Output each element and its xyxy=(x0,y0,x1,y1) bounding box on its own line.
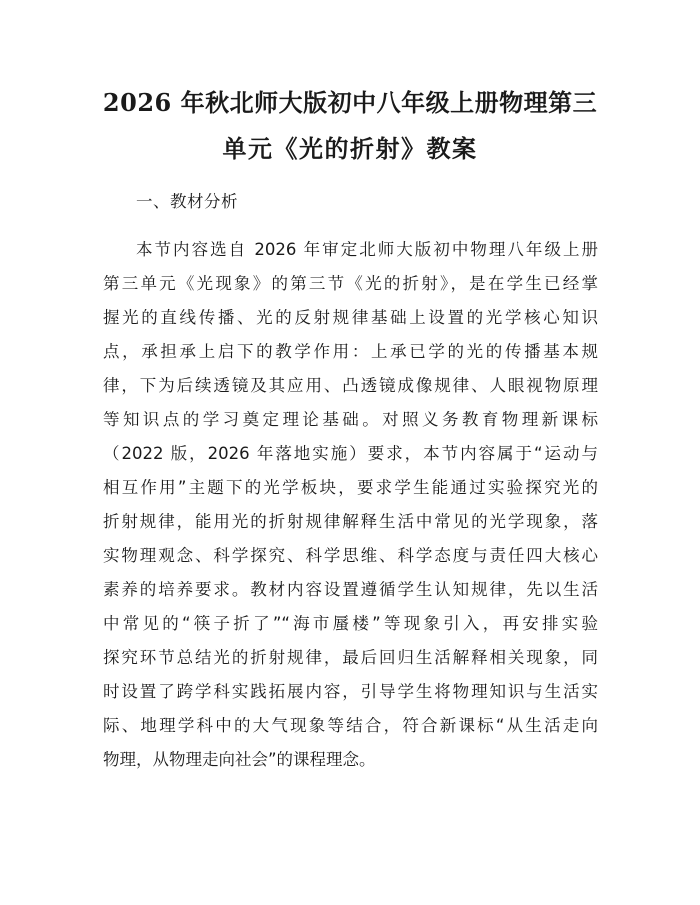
paragraph-line: 律，下为后续透镜及其应用、凸透镜成像规律、人眼视物原理 xyxy=(103,376,598,395)
paragraph-line: 相互作用”主题下的光学板块，要求学生能通过实验探究光的 xyxy=(103,478,598,497)
document-title-line-2: 单元《光的折射》教案 xyxy=(222,134,478,163)
paragraph-line: 握光的直线传播、光的反射规律基础上设置的光学核心知识 xyxy=(103,308,598,327)
document-title-line-1: 2026 年秋北师大版初中八年级上册物理第三 xyxy=(102,88,598,117)
paragraph-line: 时设置了跨学科实践拓展内容，引导学生将物理知识与生活实 xyxy=(103,682,598,701)
paragraph-line: 本节内容选自 2026 年审定北师大版初中物理八年级上册 xyxy=(136,240,598,259)
paragraph-line: 第三单元《光现象》的第三节《光的折射》，是在学生已经掌 xyxy=(103,274,598,293)
paragraph-line: 等知识点的学习奠定理论基础。对照义务教育物理新课标 xyxy=(103,410,598,429)
paragraph-line: 实物理观念、科学探究、科学思维、科学态度与责任四大核心 xyxy=(103,546,598,565)
section-heading: 一、教材分析 xyxy=(136,192,238,211)
paragraph-line: 点，承担承上启下的教学作用：上承已学的光的传播基本规 xyxy=(103,342,598,361)
paragraph-line: 际、地理学科中的大气现象等结合，符合新课标“从生活走向 xyxy=(103,716,598,735)
paragraph-line: 物理，从物理走向社会”的课程理念。 xyxy=(103,750,376,769)
paragraph-line: 素养的培养要求。教材内容设置遵循学生认知规律，先以生活 xyxy=(103,580,598,599)
paragraph-line: （2022 版，2026 年落地实施）要求，本节内容属于“运动与 xyxy=(103,444,598,463)
paragraph-line: 中常见的“筷子折了”“海市蜃楼”等现象引入，再安排实验 xyxy=(103,614,598,633)
paragraph-line: 探究环节总结光的折射规律，最后回归生活解释相关现象，同 xyxy=(103,648,598,667)
paragraph-line: 折射规律，能用光的折射规律解释生活中常见的光学现象，落 xyxy=(103,512,598,531)
